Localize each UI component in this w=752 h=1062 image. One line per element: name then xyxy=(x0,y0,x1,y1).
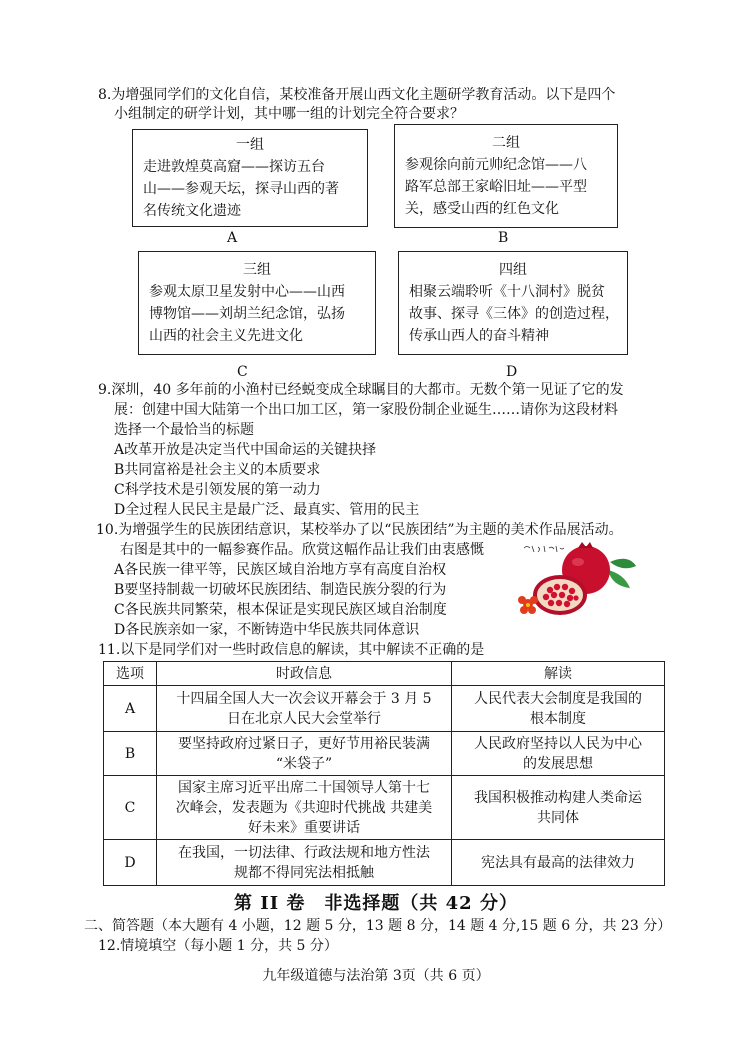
row-interp-line: 根本制度 xyxy=(530,710,586,727)
row-interp-line: 我国积极推动构建人类命运 xyxy=(474,789,642,806)
row-info-line: 好未来》重要讲话 xyxy=(248,819,360,836)
row-interpretation xyxy=(452,840,665,886)
q10-option-c: C各民族共同繁荣，根本保证是实现民族区域自治制度 xyxy=(114,602,447,618)
group-line: 故事、探寻《三体》的创造过程， xyxy=(409,306,619,322)
group-line: 博物馆——刘胡兰纪念馆，弘扬 xyxy=(149,306,345,322)
q9-option-b: B共同富裕是社会主义的本质要求 xyxy=(114,462,321,478)
half-pomegranate-icon xyxy=(533,575,587,615)
leaf-icon xyxy=(610,559,636,568)
q11-stem: 11.以下是同学们对一些时政信息的解读，其中解读不正确的是 xyxy=(98,642,485,658)
group-line: 路军总部王家峪旧址——平型 xyxy=(405,179,587,195)
row-interp-line: 人民代表大会制度是我国的 xyxy=(474,690,642,707)
row-info-line: 规都不得同宪法相抵触 xyxy=(234,864,374,881)
group-line: 相聚云端聆听《十八洞村》脱贫 xyxy=(409,284,605,300)
q8-option-c-label: C xyxy=(237,364,248,380)
row-info-line: 要坚持政府过紧日子，更好节用裕民装满 xyxy=(178,735,430,752)
table-header-option: 选项 xyxy=(104,662,157,686)
row-info-line: 在我国，一切法律、行政法规和地方性法 xyxy=(178,844,430,861)
page-footer: 九年级道德与法治第 3页（共 6 页） xyxy=(262,968,490,984)
table-row xyxy=(104,840,665,886)
row-option: C xyxy=(104,776,157,840)
q8-stem-line-1: 8.为增强同学们的文化自信，某校准备开展山西文化主题研学教育活动。以下是四个 xyxy=(98,87,616,103)
q11-table xyxy=(103,661,665,886)
q10-stem-line-2: 右图是其中的一幅参赛作品。欣赏这幅作品让我们由衷感慨 xyxy=(120,542,484,558)
row-info xyxy=(157,840,452,886)
red-flower-icon xyxy=(518,596,538,614)
row-info xyxy=(157,732,452,776)
q8-option-b-label: B xyxy=(498,230,509,246)
group-title: 四组 xyxy=(499,262,527,278)
row-info xyxy=(157,776,452,840)
calligraphy-mark xyxy=(524,546,564,552)
q12-heading: 12.情境填空（每小题 1 分，共 5 分） xyxy=(98,938,338,954)
row-info-line: 十四届全国人大一次会议开幕会于 3 月 5 xyxy=(176,690,432,707)
row-interpretation xyxy=(452,776,665,840)
section-2-heading: 二、简答题（本大题有 4 小题，12 题 5 分，13 题 8 分，14 题 4 分,15 题 6 分，共 23 分） xyxy=(84,918,672,934)
q9-stem-line-1: 9.深圳，40 多年前的小渔村已经蜕变成全球瞩目的大都市。无数个第一见证了它的发 xyxy=(98,382,624,398)
row-info-line: 次峰会，发表题为《共迎时代挑战 共建美 xyxy=(175,799,433,816)
leaf-icon xyxy=(608,570,630,588)
q10-option-b: B要坚持制裁一切破坏民族团结、制造民族分裂的行为 xyxy=(114,582,447,598)
table-row xyxy=(104,776,665,840)
table-header-info: 时政信息 xyxy=(157,662,452,686)
table-row xyxy=(104,732,665,776)
q8-group-4-box xyxy=(398,251,628,355)
row-interpretation xyxy=(452,732,665,776)
row-interp-line: 共同体 xyxy=(537,809,579,826)
q9-stem-line-2: 展：创建中国大陆第一个出口加工区，第一家股份制企业诞生……请你为这段材料 xyxy=(114,402,618,418)
q8-stem-line-2: 小组制定的研学计划，其中哪一组的计划完全符合要求？ xyxy=(114,106,464,122)
row-option: D xyxy=(104,840,157,886)
q8-group-2-box xyxy=(394,124,618,228)
q8-group-3-box xyxy=(138,251,376,355)
group-line: 传承山西人的奋斗精神 xyxy=(409,328,549,344)
q9-option-c: C科学技术是引领发展的第一动力 xyxy=(114,482,321,498)
group-line: 走进敦煌莫高窟——探访五台 xyxy=(143,159,325,175)
group-line: 参观太原卫星发射中心——山西 xyxy=(149,284,345,300)
row-interpretation xyxy=(452,686,665,732)
row-interp-line: 宪法具有最高的法律效力 xyxy=(481,854,635,871)
q8-option-d-label: D xyxy=(506,364,518,380)
row-option: B xyxy=(104,732,157,776)
part-2-title: 第 II 卷 非选择题（共 42 分） xyxy=(234,893,518,914)
q8-option-a-label: A xyxy=(227,230,238,246)
q10-option-a: A各民族一律平等，民族区域自治地方享有高度自治权 xyxy=(114,562,447,578)
group-title: 一组 xyxy=(236,137,264,153)
q10-stem-line-1: 10.为增强学生的民族团结意识，某校举办了以“民族团结”为主题的美术作品展活动。 xyxy=(96,522,623,538)
row-info-line: 日在北京人民大会堂举行 xyxy=(227,710,381,727)
group-title: 二组 xyxy=(492,135,520,151)
row-interp-line: 人民政府坚持以人民为中心 xyxy=(474,735,642,752)
row-interp-line: 的发展思想 xyxy=(523,755,593,772)
table-header-interpretation: 解读 xyxy=(452,662,665,686)
group-line: 山——参观天坛，探寻山西的著 xyxy=(143,181,339,197)
row-info-line: 国家主席习近平出席二十国领导人第十七 xyxy=(178,779,430,796)
group-line: 名传统文化遗迹 xyxy=(143,203,241,219)
group-title: 三组 xyxy=(243,262,271,278)
row-option: A xyxy=(104,686,157,732)
row-info xyxy=(157,686,452,732)
group-line: 关，感受山西的红色文化 xyxy=(405,201,559,217)
group-line: 参观徐向前元帅纪念馆——八 xyxy=(405,157,587,173)
group-line: 山西的社会主义先进文化 xyxy=(149,328,303,344)
q9-option-a: A改革开放是决定当代中国命运的关键抉择 xyxy=(114,442,377,458)
row-info-line: “米袋子” xyxy=(275,755,333,772)
q10-option-d: D各民族亲如一家，不断铸造中华民族共同体意识 xyxy=(114,622,420,638)
table-row xyxy=(104,686,665,732)
q8-group-1-box xyxy=(132,129,368,227)
q9-option-d: D全过程人民民主是最广泛、最真实、管用的民主 xyxy=(114,502,420,518)
pomegranate-artwork xyxy=(518,540,638,618)
q9-stem-line-3: 选择一个最恰当的标题 xyxy=(114,422,254,438)
